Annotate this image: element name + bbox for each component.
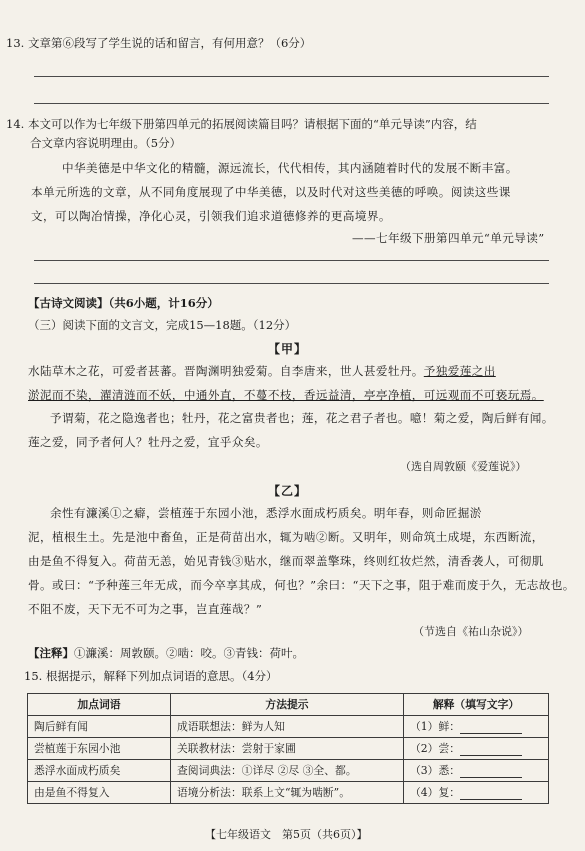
underlined-sentence: 予独爱莲之出 bbox=[423, 364, 496, 378]
answer-blank[interactable] bbox=[460, 765, 522, 778]
table-cell: 关联教材法：尝射于家圃 bbox=[171, 738, 404, 760]
unit-guide-quote: 本单元所选的文章，从不同角度展现了中华美德，以及时代对这些美德的呼唤。阅读这些课 bbox=[31, 185, 511, 199]
answer-cell[interactable] bbox=[404, 760, 549, 782]
table-cell: 由是鱼不得复入 bbox=[28, 782, 171, 804]
answer-blank[interactable] bbox=[460, 787, 522, 800]
table-header-row bbox=[28, 694, 549, 716]
question-15: 15. 根据提示，解释下列加点词语的意思。（4分） bbox=[24, 669, 278, 683]
passage-yi-text: 不阻不废，天下无不可为之事，岂直莲哉？” bbox=[28, 602, 263, 616]
passage-jia-text: 莲之爱，同予者何人？牡丹之爱，宜乎众矣。 bbox=[28, 435, 268, 449]
column-header: 加点词语 bbox=[28, 694, 171, 716]
table-cell: 陶后鲜有闻 bbox=[28, 716, 171, 738]
answer-cell[interactable] bbox=[404, 716, 549, 738]
answer-label: （1）鲜： bbox=[410, 720, 461, 733]
section-header: 【古诗文阅读】（共6小题，计16分） bbox=[28, 296, 219, 310]
table-row bbox=[28, 782, 549, 804]
passage-jia-text bbox=[28, 363, 496, 379]
table-cell: 语境分析法：联系上文“辄为啮断”。 bbox=[171, 782, 404, 804]
annotation bbox=[28, 645, 304, 661]
passage-yi-text: 余性有濂溪①之癖，尝植莲于东园小池，悉浮水面成朽质矣。明年春，则命匠掘淤 bbox=[50, 506, 482, 520]
page-footer: 【七年级语文 第5页（共6页）】 bbox=[205, 828, 368, 841]
unit-guide-source: ——七年级下册第四单元“单元导读” bbox=[352, 231, 545, 245]
passage-yi-title: 【乙】 bbox=[268, 484, 308, 498]
answer-line bbox=[34, 103, 549, 104]
table-cell: 查阅词典法：①详尽 ②尽 ③全、都。 bbox=[171, 760, 404, 782]
table-cell: 成语联想法：鲜为人知 bbox=[171, 716, 404, 738]
passage-jia-source: （选自周敦颐《爱莲说》） bbox=[400, 460, 527, 473]
passage-yi-text: 由是鱼不得复入。荷苗无恙，始见青钱③贴水，继而翠盖擎珠，终则红妆烂然，清香袭人，可彻肌 bbox=[28, 554, 544, 568]
answer-line bbox=[34, 76, 549, 77]
passage-jia-text-a: 水陆草木之花，可爱者甚蕃。晋陶渊明独爱菊。自李唐来，世人甚爱牡丹。 bbox=[28, 364, 424, 378]
passage-yi-text: 泥，植根生土。先是池中畜鱼，正是荷苗出水，辄为啮②断。又明年，则命筑土成堤，东西断流， bbox=[28, 530, 544, 544]
answer-label: （2）尝： bbox=[410, 742, 461, 755]
question-14-line2: 合文章内容说明理由。（5分） bbox=[30, 136, 182, 150]
annotation-label: 【注释】 bbox=[28, 646, 74, 660]
underlined-sentence: 淤泥而不染，濯清涟而不妖，中通外直，不蔓不枝，香远益清，亭亭净植，可远观而不可亵玩焉。 bbox=[28, 388, 544, 402]
question-13: 13. 文章第⑥段写了学生说的话和留言，有何用意？（6分） bbox=[6, 36, 312, 50]
answer-blank[interactable] bbox=[460, 721, 522, 734]
table-cell: 尝植莲于东园小池 bbox=[28, 738, 171, 760]
vocab-table bbox=[27, 693, 549, 804]
passage-jia-text: 予谓菊，花之隐逸者也；牡丹，花之富贵者也；莲，花之君子者也。噫！菊之爱，陶后鲜有闻。 bbox=[50, 411, 554, 425]
question-14-line1: 14. 本文可以作为七年级下册第四单元的拓展阅读篇目吗？请根据下面的“单元导读”内容，结 bbox=[6, 117, 477, 131]
unit-guide-quote: 文，可以陶冶情操，净化心灵，引领我们追求道德修养的更高境界。 bbox=[31, 209, 391, 223]
column-header: 方法提示 bbox=[171, 694, 404, 716]
annotation-text: ①濂溪：周敦颐。②啮：咬。③青钱：荷叶。 bbox=[74, 646, 304, 660]
answer-line bbox=[34, 260, 549, 261]
answer-cell[interactable] bbox=[404, 782, 549, 804]
table-cell: 悉浮水面成朽质矣 bbox=[28, 760, 171, 782]
table-row bbox=[28, 760, 549, 782]
passage-yi-source: （节选自《祐山杂说》） bbox=[413, 625, 529, 638]
answer-label: （3）悉： bbox=[410, 764, 461, 777]
section-subheader: （三）阅读下面的文言文，完成15—18题。（12分） bbox=[28, 318, 297, 332]
unit-guide-quote: 中华美德是中华文化的精髓，源远流长，代代相传，其内涵随着时代的发展不断丰富。 bbox=[62, 161, 518, 175]
table-row bbox=[28, 716, 549, 738]
answer-line bbox=[34, 283, 549, 284]
answer-label: （4）复： bbox=[410, 786, 461, 799]
answer-blank[interactable] bbox=[460, 743, 522, 756]
table-row bbox=[28, 738, 549, 760]
passage-yi-text: 骨。或曰：“予种莲三年无成，而今卒享其成，何也？”余曰：“天下之事，阻于难而废于久，无志故也。 bbox=[28, 578, 575, 592]
passage-jia-title: 【甲】 bbox=[268, 342, 308, 356]
answer-cell[interactable] bbox=[404, 738, 549, 760]
column-header: 解释（填写文字） bbox=[404, 694, 549, 716]
